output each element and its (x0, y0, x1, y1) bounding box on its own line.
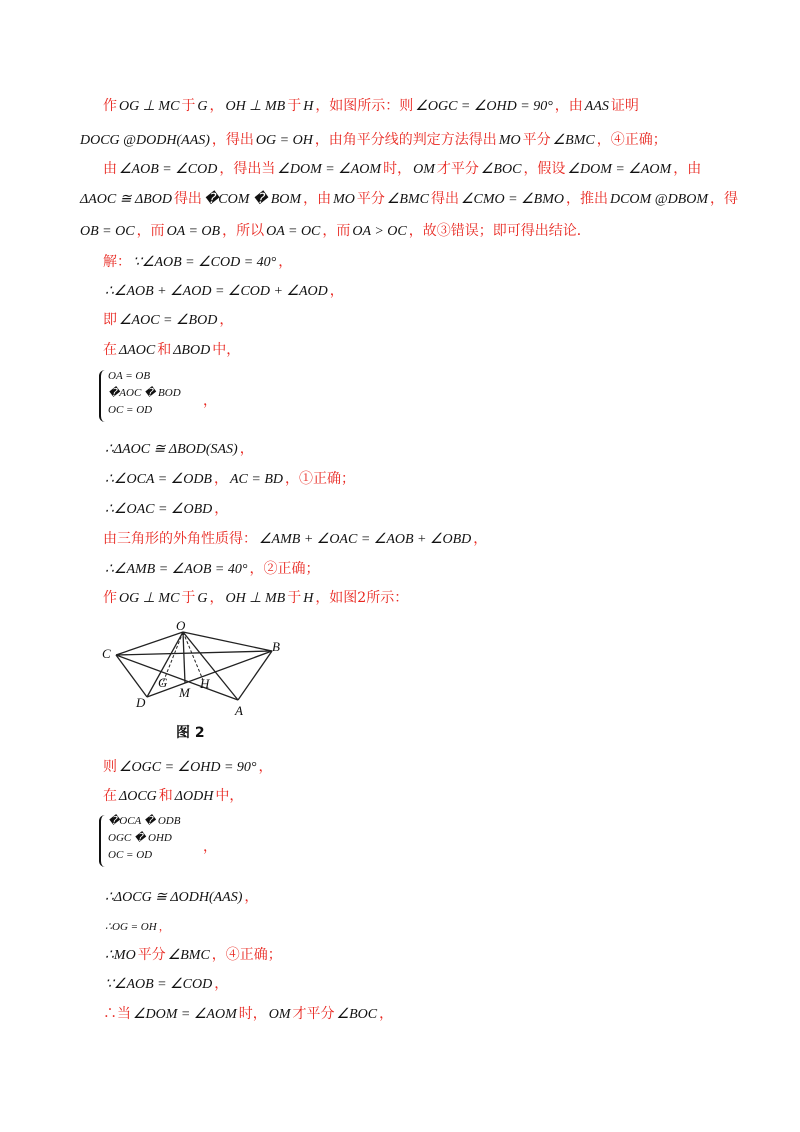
math-expression: ∴ΔAOC ≅ ΔBOD(SAS) (105, 442, 238, 457)
math-expression: G (197, 99, 208, 114)
math-expression: ∠AOB = ∠COD (119, 162, 218, 177)
chinese-text: 证明 (610, 98, 639, 114)
chinese-text: ， (258, 759, 273, 775)
math-expression: H (303, 99, 314, 114)
chinese-text: ， (278, 254, 293, 270)
math-expression: OH ⊥ MB (225, 591, 286, 606)
system-row: OGC � OHD (108, 832, 172, 844)
math-expression: OG ⊥ MC (119, 99, 180, 114)
text-line (103, 758, 272, 777)
system-comma: ， (203, 839, 217, 855)
math-expression: MO (498, 133, 521, 148)
math-expression: ∴ΔOCG ≅ ΔODH(AAS) (105, 890, 243, 905)
math-expression: �COM � BOM (203, 192, 302, 207)
math-expression: ΔAOC (119, 343, 156, 358)
system-comma: ， (203, 393, 217, 409)
math-expression: OA = OC (266, 224, 321, 239)
chinese-text: ，得 (710, 191, 739, 207)
math-expression: OM (268, 1007, 291, 1022)
point-label-A: A (235, 703, 243, 718)
chinese-text: ， (379, 1006, 394, 1022)
text-line (103, 787, 243, 806)
math-expression: OG ⊥ MC (119, 591, 180, 606)
math-expression: ∠BMC (167, 948, 210, 963)
chinese-text: ，而 (322, 223, 351, 239)
math-expression: ∴∠AOB + ∠AOD = ∠COD + ∠AOD (105, 284, 328, 299)
chinese-text: 作 (103, 590, 117, 606)
text-line (103, 946, 282, 965)
chinese-text: 平分 (522, 132, 551, 148)
math-expression: ∠BMC (386, 192, 429, 207)
system-row: OA = OB (108, 370, 151, 382)
chinese-text: ，假设 (523, 161, 566, 177)
math-expression: ∴∠AMB = ∠AOB = 40° (105, 562, 248, 577)
text-line (103, 888, 258, 907)
math-expression: ∴OG = OH (105, 921, 157, 933)
chinese-text: 于 (287, 590, 302, 606)
point-label-C: C (102, 646, 111, 661)
chinese-text: ，①正确； (284, 471, 355, 487)
math-expression: DCOM @DBOM (609, 192, 709, 207)
math-expression: OB = OC (80, 224, 135, 239)
chinese-text: ， (214, 501, 229, 517)
point-label-O: O (176, 618, 186, 633)
chinese-text: 和 (157, 342, 172, 358)
chinese-text: ，由 (554, 98, 583, 114)
chinese-text: ， (473, 531, 488, 547)
system-row: OC = OD (108, 849, 153, 861)
math-expression: ∵∠AOB = ∠COD = 40° (133, 255, 277, 270)
math-expression: ∠BOC (336, 1007, 378, 1022)
text-line (103, 918, 170, 936)
chinese-text: 时， (238, 1006, 267, 1022)
math-expression: ΔOCG (119, 789, 157, 804)
math-expression: ∠AMB + ∠OAC = ∠AOB + ∠OBD (259, 532, 472, 547)
equation-system (108, 813, 180, 864)
chinese-text: ，由 (673, 161, 702, 177)
system-row: �OCA � ODB (108, 815, 181, 827)
chinese-text: ，故③错误；即可得出结论． (408, 223, 591, 239)
chinese-text: ， (209, 590, 224, 606)
point-label-H: H (200, 676, 210, 691)
chinese-text: 中， (212, 342, 241, 358)
chinese-text: ，②正确； (249, 561, 320, 577)
math-expression: DOCG @DODH(AAS) (80, 133, 210, 148)
chinese-text: 解： (103, 254, 131, 270)
math-expression: ∠DOM = ∠AOM (567, 162, 672, 177)
math-expression: ΔODH (174, 789, 214, 804)
chinese-text: 中， (215, 788, 244, 804)
chinese-text: ， (214, 976, 229, 992)
point-label-B: B (272, 639, 280, 654)
chinese-text: ， (244, 889, 259, 905)
chinese-text: ，由角平分线的判定方法得出 (314, 132, 497, 148)
chinese-text: 才平分 (292, 1006, 335, 1022)
math-expression: ΔAOC ≅ ΔBOD (80, 192, 172, 207)
math-expression: H (303, 591, 314, 606)
chinese-text: ， (209, 98, 224, 114)
chinese-text: ，而 (136, 223, 165, 239)
math-expression: ∴∠OAC = ∠OBD (105, 502, 213, 517)
chinese-text: 于 (181, 590, 196, 606)
text-line (103, 975, 228, 994)
chinese-text: ，推出 (565, 191, 608, 207)
math-expression: ΔBOD (173, 343, 211, 358)
chinese-text: 作 (103, 98, 117, 114)
math-expression: ∠DOM = ∠AOM (277, 162, 382, 177)
chinese-text: 于 (181, 98, 196, 114)
math-expression: G (197, 591, 208, 606)
math-expression: OA > OC (352, 224, 407, 239)
math-expression: OH ⊥ MB (225, 99, 286, 114)
chinese-text: ， (329, 283, 344, 299)
math-expression: AC = BD (229, 472, 283, 487)
chinese-text: ， (213, 471, 228, 487)
math-expression: ∴∠OCA = ∠ODB (105, 472, 212, 487)
system-row: OC = OD (108, 404, 153, 416)
math-expression: OM (413, 162, 435, 177)
chinese-text: 在 (103, 342, 117, 358)
chinese-text: 于 (287, 98, 302, 114)
system-row: �AOC � BOD (108, 387, 181, 399)
math-expression: ∠BMC (552, 133, 595, 148)
chinese-text: 才平分 (436, 161, 479, 177)
math-expression: OG = OH (255, 133, 313, 148)
math-expression: ∠OGC = ∠OHD = 90° (415, 99, 553, 114)
chinese-text: 平分 (356, 191, 385, 207)
chinese-text: ，④正确； (211, 947, 282, 963)
math-expression: ∠BOC (480, 162, 522, 177)
chinese-text: ， (158, 920, 170, 933)
figure-caption: 图 2 (176, 725, 205, 741)
chinese-text: 即 (103, 312, 117, 328)
math-expression: MO (333, 192, 355, 207)
math-expression: ∠DOM = ∠AOM (133, 1007, 237, 1022)
chinese-text: 得出 (173, 191, 202, 207)
chinese-text: 时， (383, 161, 412, 177)
math-expression: AAS (584, 99, 609, 114)
chinese-text: 得出 (430, 191, 459, 207)
math-expression: OA = OB (166, 224, 221, 239)
chinese-text: ， (219, 312, 234, 328)
chinese-text: 由三角形的外角性质得： (103, 531, 257, 547)
math-expression: ∠CMO = ∠BMO (460, 192, 564, 207)
math-expression: ∠OGC = ∠OHD = 90° (119, 760, 257, 775)
chinese-text: ∴当 (103, 1006, 131, 1022)
chinese-text: ， (239, 441, 254, 457)
chinese-text: ，所以 (222, 223, 265, 239)
chinese-text: 在 (103, 788, 117, 804)
chinese-text: ，如图2所示： (315, 590, 409, 606)
text-line (103, 1005, 393, 1024)
chinese-text: 由 (103, 161, 117, 177)
chinese-text: 平分 (137, 947, 166, 963)
chinese-text: ，得出当 (219, 161, 276, 177)
chinese-text: 则 (103, 759, 117, 775)
chinese-text: 和 (158, 788, 173, 804)
math-expression: ∠AOC = ∠BOD (119, 313, 218, 328)
point-label-M: M (179, 685, 190, 700)
chinese-text: ，④正确； (596, 132, 667, 148)
chinese-text: ，由 (303, 191, 332, 207)
point-label-G: G (158, 675, 168, 690)
point-label-D: D (136, 695, 146, 710)
math-expression: ∵∠AOB = ∠COD (105, 977, 213, 992)
chinese-text: ，如图所示：则 (315, 98, 414, 114)
chinese-text: ，得出 (211, 132, 254, 148)
math-expression: ∴MO (105, 948, 136, 963)
